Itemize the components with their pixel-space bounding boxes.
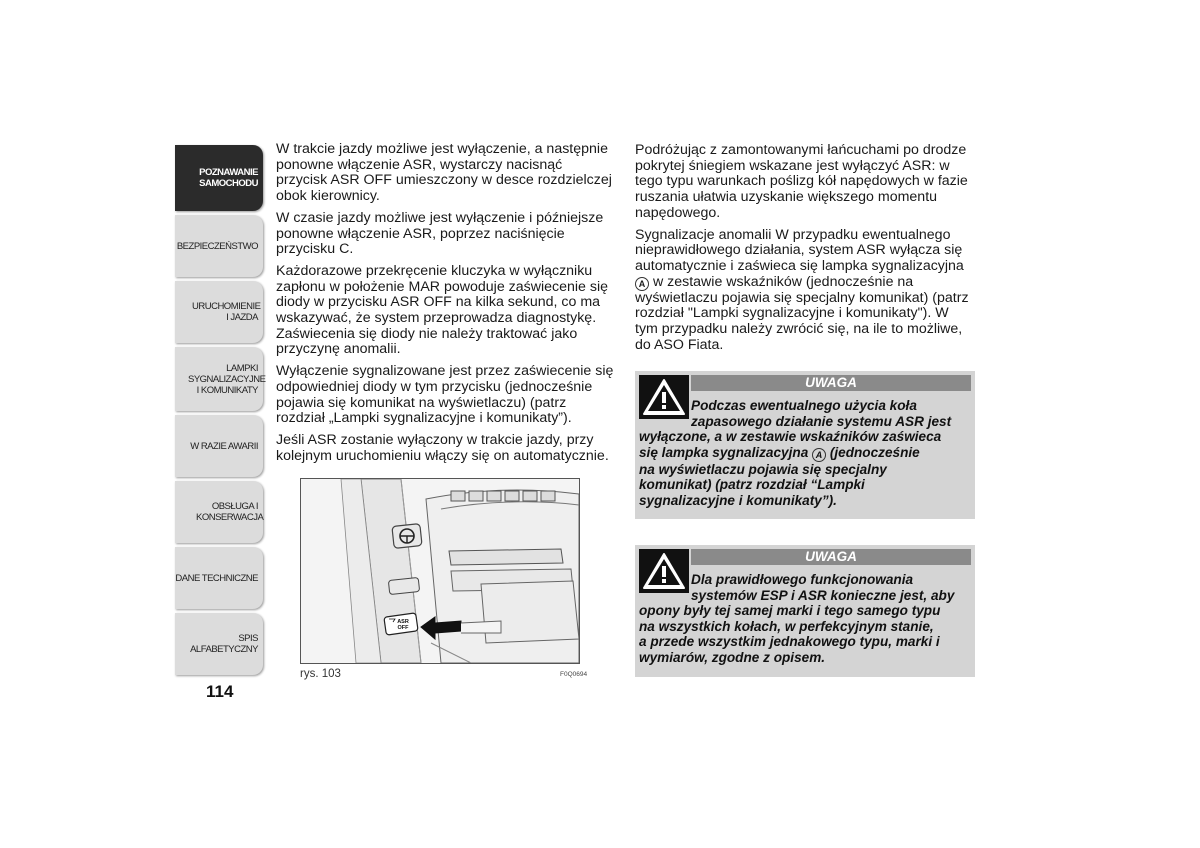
right-text-column	[635, 143, 975, 359]
tab-spis-alfabetyczny[interactable]	[175, 613, 263, 675]
figure-code: F0Q0694	[560, 671, 588, 678]
warning-line: Podczas ewentualnego użycia koła	[691, 398, 917, 413]
paragraph-part: w zestawie wskaźników (jednocześnie na wyświetlaczu pojawia się specjalny komunikat) (patrz rozdział "Lampki sygnalizacyjne i komunikaty"). W tym przypadku należy zwrócić się, na ile to możliwe, do ASO Fiata.	[635, 273, 969, 353]
tab-label: URUCHOMIENIE I JAZDA	[192, 301, 261, 323]
warning-line-part: (jednocześnie	[829, 444, 920, 460]
tab-label: BEZPIECZEŃSTWO	[176, 240, 258, 252]
warning-line: komunikat) (patrz rozdział “Lampki	[639, 477, 865, 493]
warning-line: na wyświetlaczu pojawia się specjalny	[639, 461, 887, 477]
page-number: 114	[206, 682, 234, 701]
warning-line: na wszystkich kołach, w perfekcyjnym stanie,	[639, 618, 934, 634]
asr-warning-light-icon: A	[812, 448, 826, 462]
warning-line: Dla prawidłowego funkcjonowania	[691, 572, 914, 587]
tab-label: SPIS ALFABETYCZNY	[190, 633, 258, 655]
tab-lampki-sygnalizacyjne[interactable]	[175, 347, 266, 411]
asr-label: ASR	[397, 619, 409, 625]
paragraph: Każdorazowe przekręcenie kluczyka w wyłączniku zapłonu w położenie MAR powoduje zaświecenie się diody w przycisku ASR OFF na kilka sekund, co ma wskazywać, że system przeprowadza diagnostykę. Zaświecenia się diody nie należy traktować jako przyczynę anomalii.	[276, 262, 609, 358]
warning-line: a przede wszystkim jednakowego typu, marki i	[639, 634, 940, 650]
warning-box	[635, 545, 975, 677]
warning-line: systemów ESP i ASR konieczne jest, aby	[691, 587, 955, 603]
tab-w-razie-awarii[interactable]	[175, 415, 263, 477]
asr-warning-light-icon: A	[635, 277, 649, 291]
tab-label: LAMPKI SYGNALIZACYJNE I KOMUNIKATY	[188, 362, 266, 396]
tab-label: POZNAWANIE SAMOCHODU	[199, 167, 258, 189]
paragraph: Podróżując z zamontowanymi łańcuchami po drodze pokrytej śniegiem wskazane jest wyłączyć ASR: w tego typu warunkach poślizg kół napędowych w fazie ruszania ułatwia uzyskanie większego momentu napędowego.	[635, 142, 968, 221]
tab-label: DANE TECHNICZNE	[175, 572, 258, 584]
tab-label: W RAZIE AWARII	[190, 440, 258, 452]
paragraph: W trakcie jazdy możliwe jest wyłączenie, a następnie ponowne włączenie ASR, wystarczy nacisnąć przycisk ASR OFF umieszczony w desce rozdzielczej obok kierownicy.	[276, 141, 612, 205]
tab-bezpieczenstwo[interactable]	[175, 215, 263, 277]
left-text-column	[276, 142, 616, 470]
warning-line	[639, 445, 967, 462]
warning-text	[639, 572, 967, 666]
dashboard-drawing	[301, 479, 579, 663]
paragraph: Wyłączenie sygnalizowane jest przez zaświecenie się odpowiedniej diody w tym przycisku (jednocześnie pojawia się komunikat na wyświetlaczu) (patrz rozdział „Lampki sygnalizacyjne i komunikaty”).	[276, 363, 614, 427]
figure-dashboard-asr-button	[300, 478, 580, 664]
warning-line-part: się lampka sygnalizacyjna	[639, 444, 809, 460]
warning-box	[635, 371, 975, 519]
warning-header: UWAGA	[691, 549, 971, 565]
warning-line: sygnalizacyjne i komunikaty”).	[639, 492, 837, 508]
warning-line: opony były tej samej marki i tego samego typu	[639, 603, 941, 619]
tab-poznawanie-samochodu[interactable]	[175, 145, 263, 211]
warning-line: wymiarów, zgodne z opisem.	[639, 649, 826, 665]
tab-dane-techniczne[interactable]	[175, 547, 263, 609]
warning-line: zapasowego działanie systemu ASR jest	[691, 413, 952, 429]
paragraph-part: Sygnalizacje anomalii W przypadku ewentualnego nieprawidłowego działania, system ASR wyłącza się automatycznie i zaświeca się lampka sygnalizacyjna	[635, 226, 964, 274]
tab-obsluga-i-konserwacja[interactable]	[175, 481, 263, 543]
tab-uruchomienie-i-jazda[interactable]	[175, 281, 263, 343]
warning-text	[639, 398, 967, 509]
tab-label: OBSŁUGA I KONSERWACJA	[196, 501, 264, 523]
off-label: OFF	[397, 625, 409, 631]
warning-line: wyłączone, a w zestawie wskaźników zaświeca	[639, 429, 942, 445]
warning-header: UWAGA	[691, 375, 971, 391]
paragraph: Jeśli ASR zostanie wyłączony w trakcie jazdy, przy kolejnym uruchomieniu włączy się on automatycznie.	[276, 431, 609, 464]
figure-caption: rys. 103	[300, 668, 341, 680]
paragraph: W czasie jazdy możliwe jest wyłączenie i późniejsze ponowne włączenie ASR, poprzez naciśnięcie przycisku C.	[276, 209, 604, 258]
paragraph	[635, 228, 975, 354]
